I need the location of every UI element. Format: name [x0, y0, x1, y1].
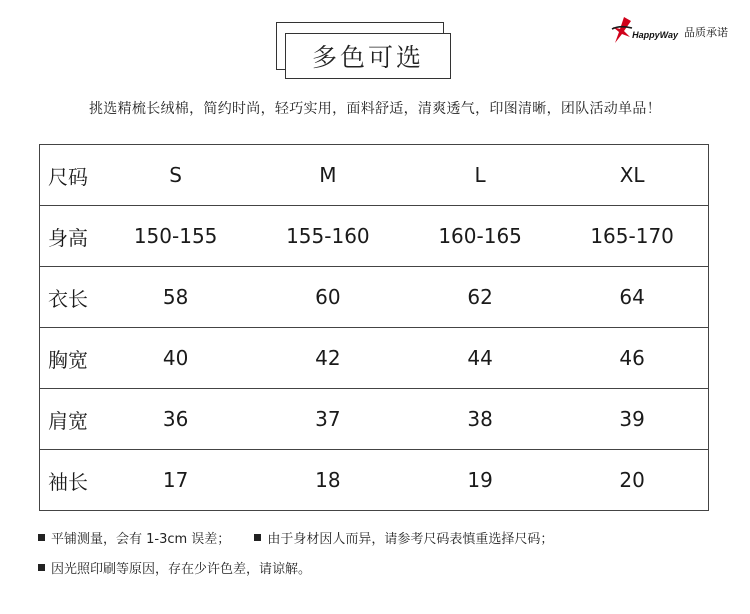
happyway-logo-icon: [610, 15, 634, 45]
title-frame: [276, 22, 452, 80]
header-cell: 尺码: [48, 164, 88, 189]
header-cell: L: [474, 163, 486, 187]
table-row: [40, 450, 709, 511]
table-cell: 40: [100, 328, 252, 389]
table-cell: 160-165: [404, 206, 556, 267]
table-cell: 155-160: [252, 206, 404, 267]
table-cell: 38: [404, 389, 556, 450]
table-cell: 19: [404, 450, 556, 511]
row-label: 袖长: [40, 450, 100, 511]
note-text: 由于身材因人而异，请参考尺码表慎重选择尺码；: [267, 531, 554, 547]
table-cell: 44: [404, 328, 556, 389]
header-cell: XL: [619, 163, 645, 187]
note-text: 平铺测量，会有 1-3cm 误差；: [51, 531, 231, 547]
page-title: 多色可选: [311, 43, 424, 72]
note-line: [38, 556, 553, 578]
table-cell: 17: [100, 450, 252, 511]
table-cell: 36: [100, 389, 252, 450]
table-cell: 39: [556, 389, 708, 450]
table-cell: 150-155: [100, 206, 252, 267]
table-cell: 165-170: [556, 206, 708, 267]
header-cell: S: [169, 163, 182, 187]
measurement-notes: [38, 526, 553, 586]
square-bullet-icon: [38, 534, 45, 541]
table-header-row: [40, 145, 709, 206]
table-cell: 58: [100, 267, 252, 328]
row-label: 胸宽: [40, 328, 100, 389]
table-cell: 20: [556, 450, 708, 511]
table-cell: 46: [556, 328, 708, 389]
table-row: [40, 267, 709, 328]
note-line: [38, 526, 553, 548]
table-cell: 60: [252, 267, 404, 328]
table-cell: 37: [252, 389, 404, 450]
row-label: 衣长: [40, 267, 100, 328]
title-frame-front-border: [285, 33, 451, 79]
row-label: 肩宽: [40, 389, 100, 450]
table-row: [40, 389, 709, 450]
table-row: [40, 206, 709, 267]
square-bullet-icon: [38, 564, 45, 571]
note-text: 因光照印刷等原因，存在少许色差，请谅解。: [51, 561, 312, 577]
square-bullet-icon: [254, 534, 261, 541]
table-row: [40, 328, 709, 389]
brand-name: HappyWay: [632, 30, 678, 40]
table-cell: 42: [252, 328, 404, 389]
row-label: 身高: [40, 206, 100, 267]
brand-logo: [610, 12, 728, 48]
table-cell: 18: [252, 450, 404, 511]
table-cell: 62: [404, 267, 556, 328]
size-chart-table: [39, 144, 709, 511]
product-description: 挑选精梳长绒棉，简约时尚，轻巧实用，面料舒适，清爽透气，印图清晰，团队活动单品！: [89, 101, 661, 117]
brand-slogan: 品质承诺: [684, 26, 728, 39]
table-cell: 64: [556, 267, 708, 328]
header-cell: M: [319, 163, 337, 187]
